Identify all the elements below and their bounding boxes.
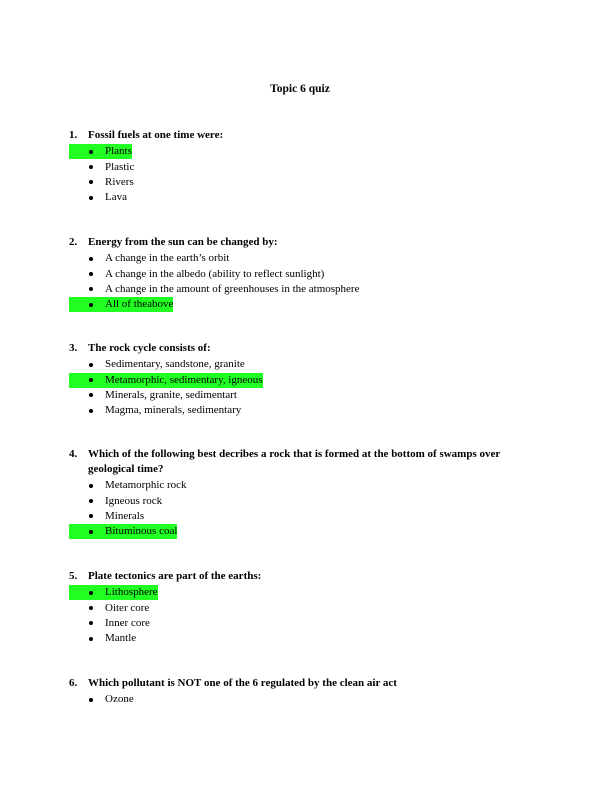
bullet-icon [69,530,105,534]
highlighted-answer [69,297,173,312]
answer-option [69,600,539,615]
bullet-icon [88,621,105,625]
answer-option [69,692,539,707]
highlighted-answer [69,524,177,539]
option-label: Ozone [105,693,134,706]
answer-row [69,190,127,205]
question-stem [69,235,539,250]
answer-option [69,190,539,205]
option-label: Metamorphic, sedimentary, igneous [105,373,263,386]
question-text: Which of the following best decribes a rock that is formed at the bottom of swamps over geological time? [88,448,501,475]
answer-option [69,372,539,387]
question-text: Plate tectonics are part of the earths: [88,570,262,582]
answer-option [69,388,539,403]
option-label: Magma, minerals, sedimentary [105,404,242,417]
bullet-icon [88,393,105,397]
answer-option [69,144,539,159]
answer-row [69,282,359,297]
option-label: Oiter core [105,601,150,614]
answer-row [69,631,136,646]
answer-option [69,403,539,418]
question-number: 6. [69,677,78,689]
option-label: Minerals, granite, sedimentart [105,388,237,401]
answer-option [69,585,539,600]
question-stem [69,447,539,477]
bullet-icon [69,378,105,382]
question-number: 5. [69,570,78,582]
bullet-icon [88,196,105,200]
option-label: Metamorphic rock [105,479,187,492]
options-list [69,585,539,647]
answer-row [69,388,237,403]
option-label: All of theabove [105,298,174,311]
highlighted-answer [69,585,158,600]
page-title: Topic 6 quiz [270,83,330,95]
answer-row [69,478,187,493]
question-text: Fossil fuels at one time were: [88,129,224,141]
question-stem [69,341,539,356]
answer-option [69,509,539,524]
bullet-icon [88,287,105,291]
bullet-icon [88,363,105,367]
option-label: Plants [105,145,132,158]
option-label: Lithosphere [105,586,158,599]
bullet-icon [69,591,105,595]
options-list [69,478,539,540]
question-text: Energy from the sun can be changed by: [88,236,278,248]
bullet-icon [69,150,105,154]
answer-row [69,692,134,707]
answer-row [69,601,149,616]
options-list [69,251,539,313]
option-label: Bituminous coal [105,525,178,538]
options-list [69,144,539,206]
option-label: A change in the amount of greenhouses in the atmosphere [105,282,360,295]
bullet-icon [88,499,105,503]
answer-row [69,251,229,266]
option-label: Rivers [105,175,134,188]
highlighted-answer [69,373,263,388]
question-stem [69,569,539,584]
bullet-icon [88,180,105,184]
bullet-icon [88,165,105,169]
question-number: 1. [69,129,78,141]
answer-option [69,297,539,312]
question-stem [69,676,539,691]
option-label: A change in the albedo (ability to reflect sunlight) [105,267,325,280]
answer-option [69,175,539,190]
options-list [69,692,539,707]
option-label: Lava [105,191,127,204]
bullet-icon [88,637,105,641]
answer-row [69,494,162,509]
bullet-icon [88,606,105,610]
question-number: 3. [69,342,78,354]
bullet-icon [88,484,105,488]
question-text: The rock cycle consists of: [88,342,211,354]
options-list [69,357,539,419]
answer-row [69,357,245,372]
answer-option [69,357,539,372]
bullet-icon [88,409,105,413]
bullet-icon [88,698,105,702]
bullet-icon [88,257,105,261]
answer-option [69,631,539,646]
question-number: 4. [69,448,78,460]
bullet-icon [69,303,105,307]
answer-option [69,493,539,508]
answer-row [69,267,324,282]
question-number: 2. [69,236,78,248]
answer-option [69,159,539,174]
answer-option [69,478,539,493]
answer-option [69,524,539,539]
answer-row [69,160,134,175]
question-3 [69,341,539,419]
question-1 [69,128,539,206]
question-stem [69,128,539,143]
answer-option [69,616,539,631]
option-label: Sedimentary, sandstone, granite [105,358,245,371]
highlighted-answer [69,144,132,159]
question-4 [69,447,539,540]
answer-option [69,282,539,297]
question-text: Which pollutant is NOT one of the 6 regulated by the clean air act [88,677,397,689]
answer-option [69,251,539,266]
option-label: Igneous rock [105,494,163,507]
answer-row [69,616,150,631]
question-6 [69,676,539,707]
answer-row [69,175,134,190]
question-2 [69,235,539,313]
answer-row [69,509,144,524]
option-label: Inner core [105,616,150,629]
answer-option [69,266,539,281]
question-5 [69,569,539,647]
answer-row [69,403,241,418]
bullet-icon [88,514,105,518]
option-label: Plastic [105,160,135,173]
option-label: Mantle [105,632,137,645]
option-label: A change in the earth’s orbit [105,252,230,265]
bullet-icon [88,272,105,276]
option-label: Minerals [105,509,145,522]
